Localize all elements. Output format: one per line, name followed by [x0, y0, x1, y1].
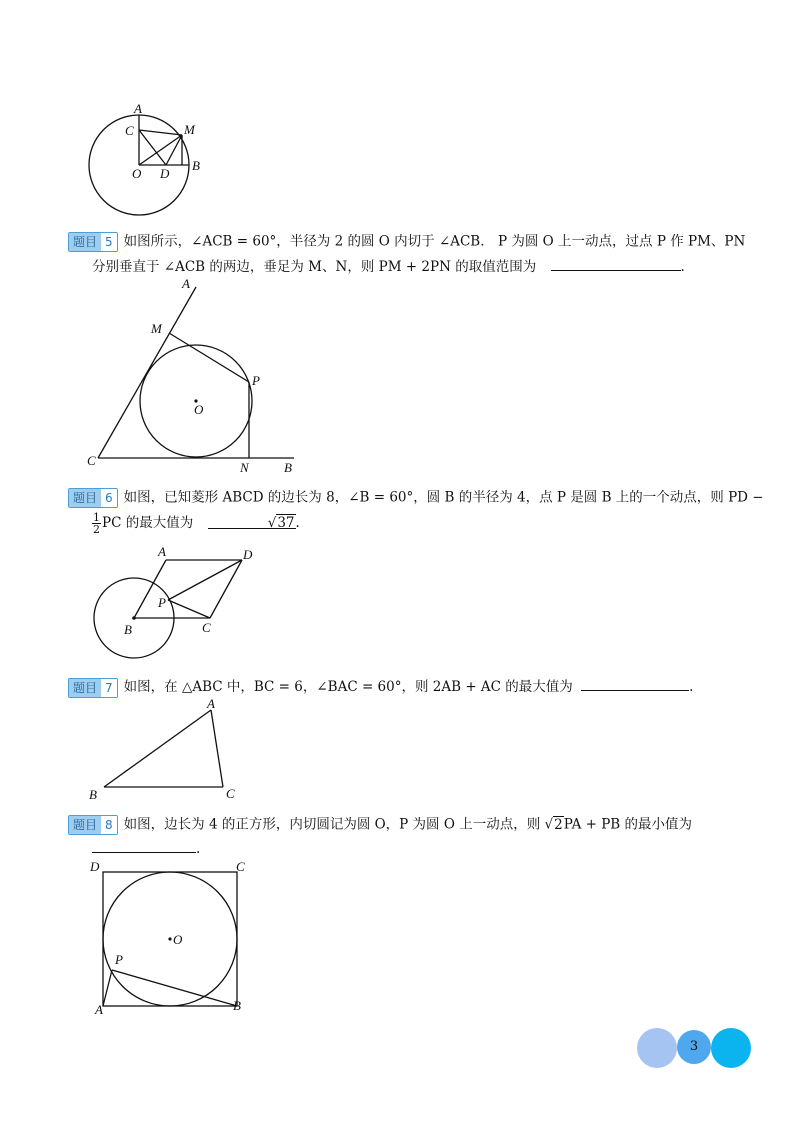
label-o: O — [173, 932, 183, 947]
q5-tag: 题目 5 — [68, 232, 118, 252]
segment-dm — [166, 135, 182, 165]
segment-cd — [139, 130, 166, 165]
center-o — [168, 937, 171, 940]
label-m: M — [184, 122, 195, 137]
q6-text-line2: PC 的最大值为 — [102, 515, 194, 531]
label-c: C — [125, 123, 134, 138]
page-number: 3 — [677, 1030, 711, 1064]
page-badge-right-circle — [711, 1028, 751, 1068]
label-b: B — [89, 787, 97, 802]
q8-text-line1a: 如图，边长为 4 的正方形，内切圆记为圆 O，P 为圆 O 上一动点，则 — [123, 816, 541, 833]
label-c: C — [226, 786, 235, 801]
q5-text-line1: 如图所示，∠ACB = 60°，半径为 2 的圆 O 内切于 ∠ACB． P 为圆 O 上一动点，过点 P 作 PM、PN — [123, 233, 746, 250]
label-a: A — [182, 276, 190, 291]
q6-answer[interactable]: √37 — [208, 514, 296, 529]
label-b: B — [233, 998, 241, 1013]
figure-q5 — [84, 275, 314, 475]
label-d: D — [90, 859, 100, 874]
q8-line1: 题目 8 如图，边长为 4 的正方形，内切圆记为圆 O，P 为圆 O 上一动点，则 √2PA + PB 的最小值为 — [68, 815, 692, 835]
label-d: D — [243, 547, 253, 562]
q5-line2: 分别垂直于 ∠ACB 的两边，垂足为 M、N，则 PM + 2PN 的取值范围为 . — [92, 256, 685, 276]
ray-ca — [98, 287, 196, 458]
q6-fraction: $\frac{1}{2}$ — [93, 511, 100, 536]
label-p: P — [115, 952, 123, 967]
label-a: A — [134, 101, 142, 116]
label-d: D — [160, 166, 170, 181]
q7-text-line1: 如图，在 △ABC 中，BC = 6，∠BAC = 60°，则 2AB + AC 的最大值为 — [123, 679, 573, 695]
label-n: N — [240, 460, 249, 475]
segment-om — [139, 135, 182, 165]
q8-line2: . — [92, 838, 200, 858]
q8-text-line1b: PA + PB 的最小值为 — [563, 816, 693, 833]
label-p: P — [158, 595, 166, 610]
q5-answer-blank[interactable] — [551, 256, 681, 271]
segment-pm — [169, 333, 249, 382]
q7-tag: 题目 7 — [68, 678, 118, 698]
q8-answer-blank[interactable] — [92, 838, 196, 853]
segment-ap — [103, 970, 112, 1006]
side-ba — [104, 710, 211, 787]
figure-circle-o — [80, 100, 210, 220]
q8-tag: 题目 8 — [68, 815, 118, 835]
label-b: B — [124, 622, 132, 637]
label-o: O — [132, 166, 142, 181]
figure-q7 — [86, 695, 256, 805]
label-c: C — [87, 453, 96, 468]
q6-tag: 题目 6 — [68, 488, 118, 508]
label-p: P — [252, 373, 260, 388]
q7-answer-blank[interactable] — [581, 676, 689, 691]
q5-line1 — [68, 232, 745, 252]
q6-text-line1: 如图，已知菱形 ABCD 的边长为 8，∠B = 60°，圆 B 的半径为 4，点 P 是圆 B 上的一个动点，则 PD − — [123, 489, 764, 506]
label-a: A — [158, 544, 166, 559]
label-m: M — [151, 321, 162, 336]
q7-line1: 题目 7 如图，在 △ABC 中，BC = 6，∠BAC = 60°，则 2AB + AC 的最大值为 . — [68, 676, 693, 698]
side-ac — [211, 710, 223, 787]
label-b: B — [192, 158, 200, 173]
label-o: O — [194, 402, 204, 417]
q6-line2: $\frac{1}{2}$ PC 的最大值为 √37. — [93, 511, 300, 536]
label-a: A — [95, 1002, 103, 1017]
label-b: B — [284, 460, 292, 475]
page-badge-left-circle — [637, 1028, 677, 1068]
q6-line1 — [68, 488, 764, 508]
label-a: A — [207, 696, 215, 711]
label-c: C — [202, 620, 211, 635]
segment-pb — [112, 970, 237, 1006]
label-c: C — [236, 859, 245, 874]
figure-q6 — [88, 540, 268, 670]
q5-text-line2: 分别垂直于 ∠ACB 的两边，垂足为 M、N，则 PM + 2PN 的取值范围为 — [92, 259, 537, 275]
figure-q8 — [88, 858, 258, 1018]
